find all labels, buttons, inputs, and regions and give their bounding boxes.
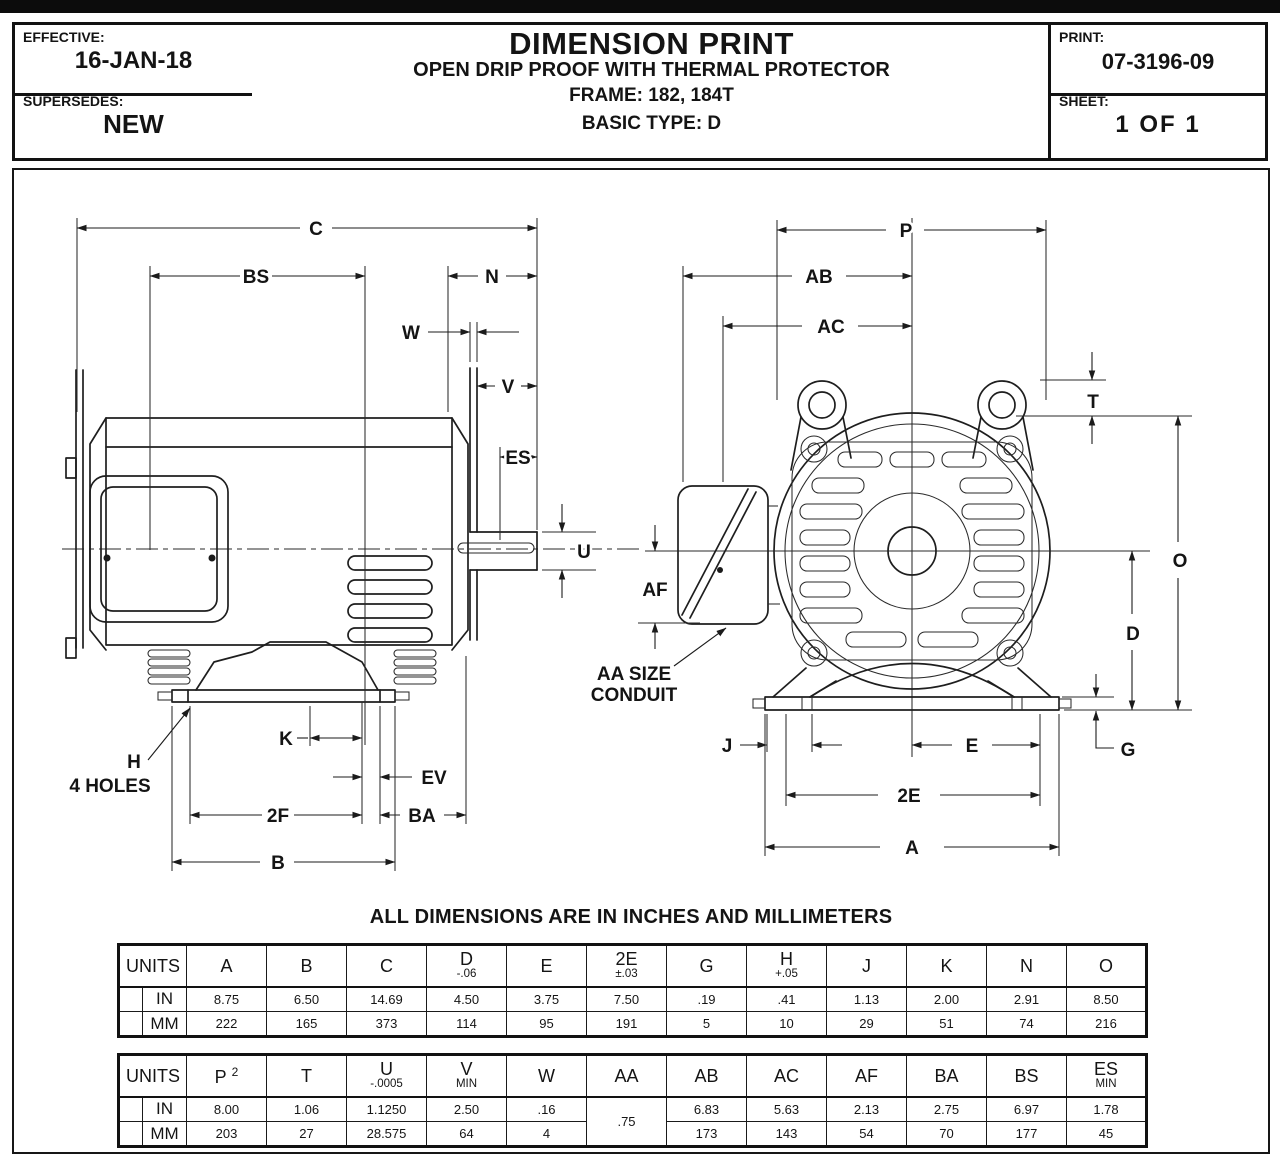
- dim-bs: [150, 266, 365, 745]
- effective-label: EFFECTIVE:: [23, 29, 105, 45]
- col-b: B: [267, 945, 347, 987]
- row-label-in: IN: [143, 987, 187, 1012]
- table-row-inches: [119, 987, 1147, 1012]
- cell: 8.00: [187, 1097, 267, 1122]
- dim-t: [1016, 352, 1192, 444]
- dim-label-bs: BS: [242, 267, 270, 288]
- cell: 27: [267, 1122, 347, 1147]
- row-label-mm: MM: [143, 1012, 187, 1037]
- cell: 8.50: [1067, 987, 1147, 1012]
- col-d: D -.06: [427, 945, 507, 987]
- side-view: [62, 218, 640, 874]
- cell: 10: [747, 1012, 827, 1037]
- col-ab: AB: [667, 1055, 747, 1097]
- supersedes-label: SUPERSEDES:: [23, 93, 124, 109]
- cell: 203: [187, 1122, 267, 1147]
- blank-cell: [119, 987, 143, 1012]
- dim-label-a: A: [905, 838, 919, 859]
- units-header: UNITS: [119, 1055, 187, 1097]
- cell: 28.575: [347, 1122, 427, 1147]
- cell: 54: [827, 1122, 907, 1147]
- dim-label-ac: AC: [817, 317, 845, 338]
- col-v: V MIN: [427, 1055, 507, 1097]
- dim-label-es: ES: [505, 448, 531, 469]
- cell: 6.50: [267, 987, 347, 1012]
- col-bs: BS: [987, 1055, 1067, 1097]
- cell: 2.00: [907, 987, 987, 1012]
- col-w: W: [507, 1055, 587, 1097]
- cell: 2.75: [907, 1097, 987, 1122]
- dim-k: [279, 706, 362, 750]
- conduit-callout: [591, 628, 726, 706]
- dim-label-2e: 2E: [897, 786, 921, 807]
- col-n: N: [987, 945, 1067, 987]
- col-ac: AC: [747, 1055, 827, 1097]
- dim-ac: [723, 316, 912, 482]
- cell: 2.91: [987, 987, 1067, 1012]
- blank-cell: [119, 1012, 143, 1037]
- cell: 177: [987, 1122, 1067, 1147]
- dim-label-v: V: [501, 377, 515, 398]
- cell: .16: [507, 1097, 587, 1122]
- col-k: K: [907, 945, 987, 987]
- cell: 216: [1067, 1012, 1147, 1037]
- dim-2e: [786, 714, 1040, 807]
- cell: 5.63: [747, 1097, 827, 1122]
- cell: 7.50: [587, 987, 667, 1012]
- print-value: 07-3196-09: [1101, 49, 1215, 74]
- dim-label-w: W: [402, 323, 420, 344]
- superscript: 2: [231, 1064, 239, 1079]
- dim-v: [477, 377, 537, 398]
- cell: 29: [827, 1012, 907, 1037]
- cell-aa-shared: .75: [587, 1097, 667, 1147]
- col-es: ES MIN: [1067, 1055, 1147, 1097]
- shaft: [458, 532, 537, 570]
- dim-af: [638, 525, 700, 649]
- cell: 3.75: [507, 987, 587, 1012]
- dim-label-u: U: [577, 542, 591, 563]
- units-header: UNITS: [119, 945, 187, 987]
- col-p2: P $^2$: [187, 1055, 267, 1097]
- cell: 2.13: [827, 1097, 907, 1122]
- holes-note: 4 HOLES: [69, 776, 151, 797]
- dim-g: [1062, 674, 1135, 761]
- col-c: C: [347, 945, 427, 987]
- conduit-note-line1: AA SIZE: [596, 664, 672, 685]
- dim-2f: [190, 706, 362, 827]
- cell: 4: [507, 1122, 587, 1147]
- dim-label-p: P: [899, 221, 913, 242]
- ribbed-mounts: [148, 650, 436, 684]
- table-row-mm: [119, 1012, 1147, 1037]
- dim-e: [912, 714, 1040, 806]
- cell: 2.50: [427, 1097, 507, 1122]
- cell: 4.50: [427, 987, 507, 1012]
- cell: 1.13: [827, 987, 907, 1012]
- dim-label-ab: AB: [805, 267, 833, 288]
- col-h: H +.05: [747, 945, 827, 987]
- cell: 70: [907, 1122, 987, 1147]
- dim-label-g: G: [1120, 740, 1136, 761]
- cell: 74: [987, 1012, 1067, 1037]
- col-2e: 2E ±.03: [587, 945, 667, 987]
- cell: 373: [347, 1012, 427, 1037]
- page-title: DIMENSION PRINT: [509, 26, 794, 61]
- print-label: PRINT:: [1059, 29, 1105, 45]
- table-row-inches: [119, 1097, 1147, 1122]
- dim-label-ba: BA: [408, 806, 436, 827]
- dim-label-e: E: [965, 736, 979, 757]
- dim-n: [448, 266, 537, 412]
- col-aa: AA: [587, 1055, 667, 1097]
- dim-label-o: O: [1172, 551, 1188, 572]
- motor-body-side: [66, 368, 477, 658]
- dim-label-ev: EV: [421, 768, 447, 789]
- front-view: [591, 218, 1192, 859]
- effective-value: 16-JAN-18: [74, 47, 193, 74]
- dimension-table-2: [117, 1053, 1148, 1148]
- dim-label-n: N: [485, 267, 499, 288]
- cell: 95: [507, 1012, 587, 1037]
- dim-label-b: B: [271, 853, 285, 874]
- sheet-label: SHEET:: [1059, 93, 1109, 109]
- sheet-value: 1 OF 1: [1115, 111, 1201, 138]
- cell: 45: [1067, 1122, 1147, 1147]
- dim-label-k: K: [279, 729, 293, 750]
- col-o: O: [1067, 945, 1147, 987]
- dim-o: [1064, 416, 1192, 710]
- row-label-in: IN: [143, 1097, 187, 1122]
- dimensions-note: ALL DIMENSIONS ARE IN INCHES AND MILLIMETERS: [369, 906, 893, 928]
- cell: 114: [427, 1012, 507, 1037]
- col-g: G: [667, 945, 747, 987]
- col-ba: BA: [907, 1055, 987, 1097]
- page-subtitle: OPEN DRIP PROOF WITH THERMAL PROTECTOR: [413, 59, 890, 81]
- conduit-note-line2: CONDUIT: [590, 685, 678, 706]
- dim-w: [402, 322, 519, 362]
- dim-label-j: J: [721, 736, 733, 757]
- cell: 6.83: [667, 1097, 747, 1122]
- cell: 1.06: [267, 1097, 347, 1122]
- frame-line: FRAME: 182, 184T: [569, 85, 734, 106]
- col-t: T: [267, 1055, 347, 1097]
- cell: 6.97: [987, 1097, 1067, 1122]
- cell: 51: [907, 1012, 987, 1037]
- cell: 143: [747, 1122, 827, 1147]
- dim-label-h: H: [127, 752, 141, 773]
- cell: 14.69: [347, 987, 427, 1012]
- keyway: [458, 543, 534, 553]
- cell: 8.75: [187, 987, 267, 1012]
- dim-u: [542, 504, 596, 598]
- cell: .19: [667, 987, 747, 1012]
- mounting-base-side: [158, 642, 409, 702]
- cell: .41: [747, 987, 827, 1012]
- table-header-row: [119, 1055, 1147, 1097]
- conduit-box-front: [678, 486, 780, 624]
- dim-ba: [380, 656, 466, 827]
- cell: 222: [187, 1012, 267, 1037]
- table-header-row: [119, 945, 1147, 987]
- cell: 5: [667, 1012, 747, 1037]
- cell: 191: [587, 1012, 667, 1037]
- blank-cell: [119, 1097, 143, 1122]
- col-a: A: [187, 945, 267, 987]
- basic-type-line: BASIC TYPE: D: [581, 112, 722, 134]
- dim-label-t: T: [1087, 392, 1099, 413]
- dimension-table-1: [117, 943, 1148, 1038]
- col-j: J: [827, 945, 907, 987]
- col-e: E: [507, 945, 587, 987]
- row-label-mm: MM: [143, 1122, 187, 1147]
- dim-j: [722, 714, 842, 757]
- cell: 1.78: [1067, 1097, 1147, 1122]
- dim-es: [500, 447, 537, 540]
- cell: 165: [267, 1012, 347, 1037]
- dim-label-af: AF: [642, 580, 668, 601]
- col-u: U -.0005: [347, 1055, 427, 1097]
- cell: 1.1250: [347, 1097, 427, 1122]
- supersedes-value: NEW: [103, 109, 164, 139]
- dim-label-2f: 2F: [266, 806, 290, 827]
- dim-label-c: C: [309, 219, 323, 240]
- blank-cell: [119, 1122, 143, 1147]
- cell: 173: [667, 1122, 747, 1147]
- dim-d: [1126, 551, 1140, 710]
- cell: 64: [427, 1122, 507, 1147]
- vent-slots-side: [348, 556, 432, 642]
- col-af: AF: [827, 1055, 907, 1097]
- dim-ab: [683, 266, 912, 482]
- dim-label-d: D: [1126, 624, 1140, 645]
